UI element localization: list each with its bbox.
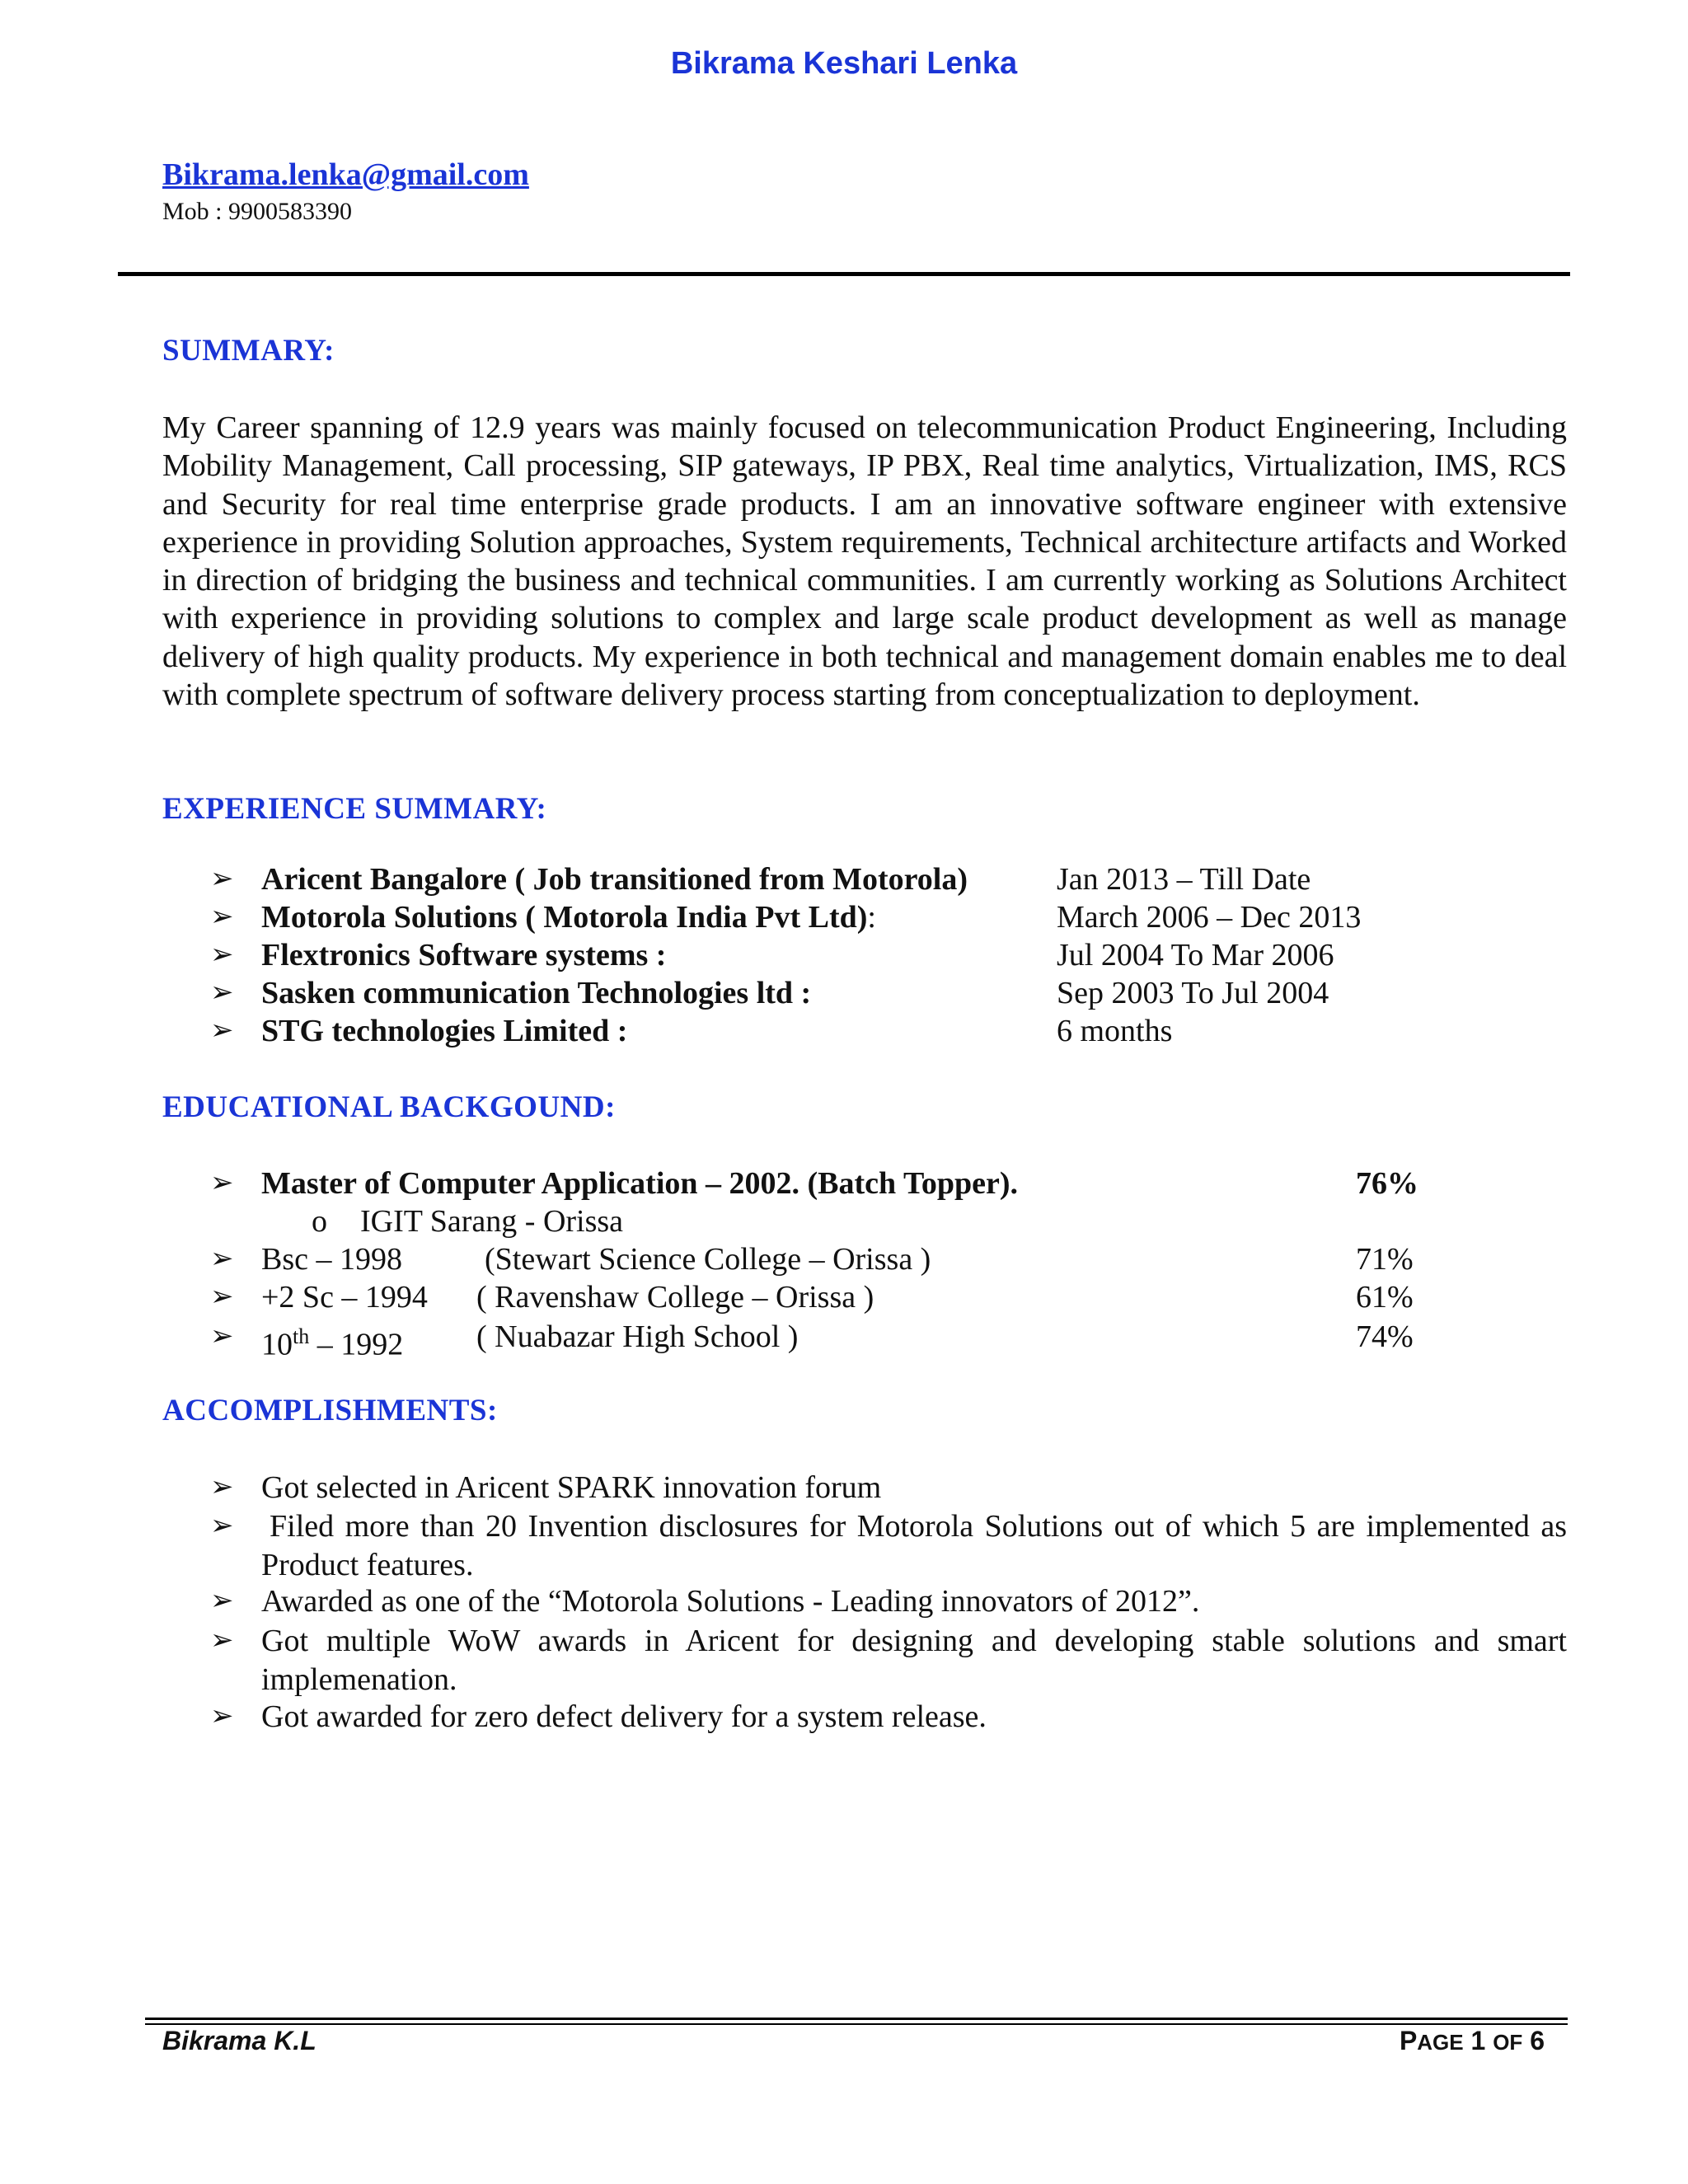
employment-period: Jan 2013 – Till Date [1057, 862, 1311, 897]
company-name: Motorola Solutions ( Motorola India Pvt Ltd) [261, 900, 868, 935]
education-item [0, 1318, 1688, 1362]
company-suffix: : [867, 900, 876, 935]
footer-divider-thin [145, 2023, 1568, 2025]
degree-score: 61% [1356, 1280, 1414, 1315]
bullet-arrow-icon: ➢ [210, 1321, 234, 1352]
employment-period: Jul 2004 To Mar 2006 [1057, 938, 1334, 972]
degree-label: Master of Computer Application – 2002. (Batch Topper). [261, 1166, 1018, 1201]
candidate-name: Bikrama Keshari Lenka [670, 46, 1018, 81]
education-heading: EDUCATIONAL BACKGOUND: [162, 1090, 616, 1124]
experience-item [0, 974, 1688, 1012]
school-name: ( Ravenshaw College – Orissa ) [476, 1280, 874, 1315]
employment-period: 6 months [1057, 1014, 1173, 1048]
footer-divider [145, 2018, 1568, 2020]
education-subitem [0, 1202, 1688, 1240]
footer-author: Bikrama K.L [162, 2026, 316, 2055]
degree-score: 71% [1356, 1242, 1414, 1277]
mobile-number: Mob : 9900583390 [162, 198, 353, 225]
education-item [0, 1240, 1688, 1278]
school-name: (Stewart Science College – Orissa ) [485, 1242, 931, 1277]
bullet-arrow-icon: ➢ [210, 1282, 234, 1312]
bullet-arrow-icon: ➢ [210, 902, 234, 932]
bullet-arrow-icon: ➢ [210, 1244, 234, 1274]
company-name: Aricent Bangalore ( Job transitioned from Motorola) [261, 862, 968, 897]
bullet-arrow-icon: ➢ [210, 977, 234, 1008]
bullet-arrow-icon: ➢ [210, 1586, 234, 1616]
accomplishment-text: Awarded as one of the “Motorola Solutions - Leading innovators of 2012”. [261, 1584, 1200, 1619]
sub-bullet-icon: o [312, 1204, 327, 1239]
degree-score: 76% [1356, 1166, 1418, 1201]
experience-item [0, 1012, 1688, 1050]
accomplishment-text: Filed more than 20 Invention disclosures for Motorola Solutions out of which 5 are implemented as Product features. [261, 1509, 1567, 1582]
accomplishments-heading: ACCOMPLISHMENTS: [162, 1394, 498, 1427]
education-item [0, 1278, 1688, 1316]
experience-item [0, 860, 1688, 898]
company-name: Sasken communication Technologies ltd : [261, 976, 812, 1010]
accomplishment-text: Got awarded for zero defect delivery for a system release. [261, 1699, 987, 1734]
bullet-arrow-icon: ➢ [210, 1472, 234, 1502]
school-name: ( Nuabazar High School ) [476, 1319, 799, 1354]
company-name: Flextronics Software systems : [261, 938, 667, 972]
accomplishment-text: Got multiple WoW awards in Aricent for designing and developing stable solutions and smart implemenation. [261, 1624, 1567, 1697]
experience-item [0, 898, 1688, 936]
bullet-arrow-icon: ➢ [210, 1625, 234, 1656]
bullet-arrow-icon: ➢ [210, 864, 234, 894]
experience-heading: EXPERIENCE SUMMARY: [162, 792, 547, 826]
company-name: STG technologies Limited : [261, 1014, 628, 1048]
summary-heading: SUMMARY: [162, 334, 335, 368]
education-item [0, 1165, 1688, 1202]
email-link[interactable]: Bikrama.lenka@gmail.com [162, 157, 529, 192]
degree-label: Bsc – 1998 [261, 1242, 402, 1277]
bullet-arrow-icon: ➢ [210, 1511, 234, 1541]
bullet-arrow-icon: ➢ [210, 1168, 234, 1198]
institute-name: IGIT Sarang - Orissa [360, 1204, 624, 1239]
experience-item [0, 936, 1688, 974]
bullet-arrow-icon: ➢ [210, 1015, 234, 1046]
accomplishment-text: Got selected in Aricent SPARK innovation forum [261, 1470, 882, 1505]
employment-period: March 2006 – Dec 2013 [1057, 900, 1362, 935]
degree-label: 10th – 1992 [261, 1324, 404, 1362]
bullet-arrow-icon: ➢ [210, 940, 234, 970]
employment-period: Sep 2003 To Jul 2004 [1057, 976, 1329, 1010]
degree-label: +2 Sc – 1994 [261, 1280, 428, 1315]
header-divider [118, 272, 1570, 276]
degree-score: 74% [1356, 1319, 1414, 1354]
page-number: PAGE 1 OF 6 [1399, 2026, 1545, 2055]
bullet-arrow-icon: ➢ [210, 1701, 234, 1732]
summary-paragraph: My Career spanning of 12.9 years was mainly focused on telecommunication Product Engineering, Including Mobility Management, Call processing, SIP gateways, IP PBX, Real time analytics, Virtualization, IMS, RCS and Security for real time enterprise grade products. I am an innovative software engineer with extensive experience in providing Solution approaches, System requirements, Technical architecture artifacts and Worked in direction of bridging the business and technical communities. I am currently working as Solutions Architect with experience in providing solutions to complex and large scale product development as well as manage delivery of high quality products. My experience in both technical and management domain enables me to deal with complete spectrum of software delivery process starting from conceptualization to deployment. [162, 410, 1567, 713]
